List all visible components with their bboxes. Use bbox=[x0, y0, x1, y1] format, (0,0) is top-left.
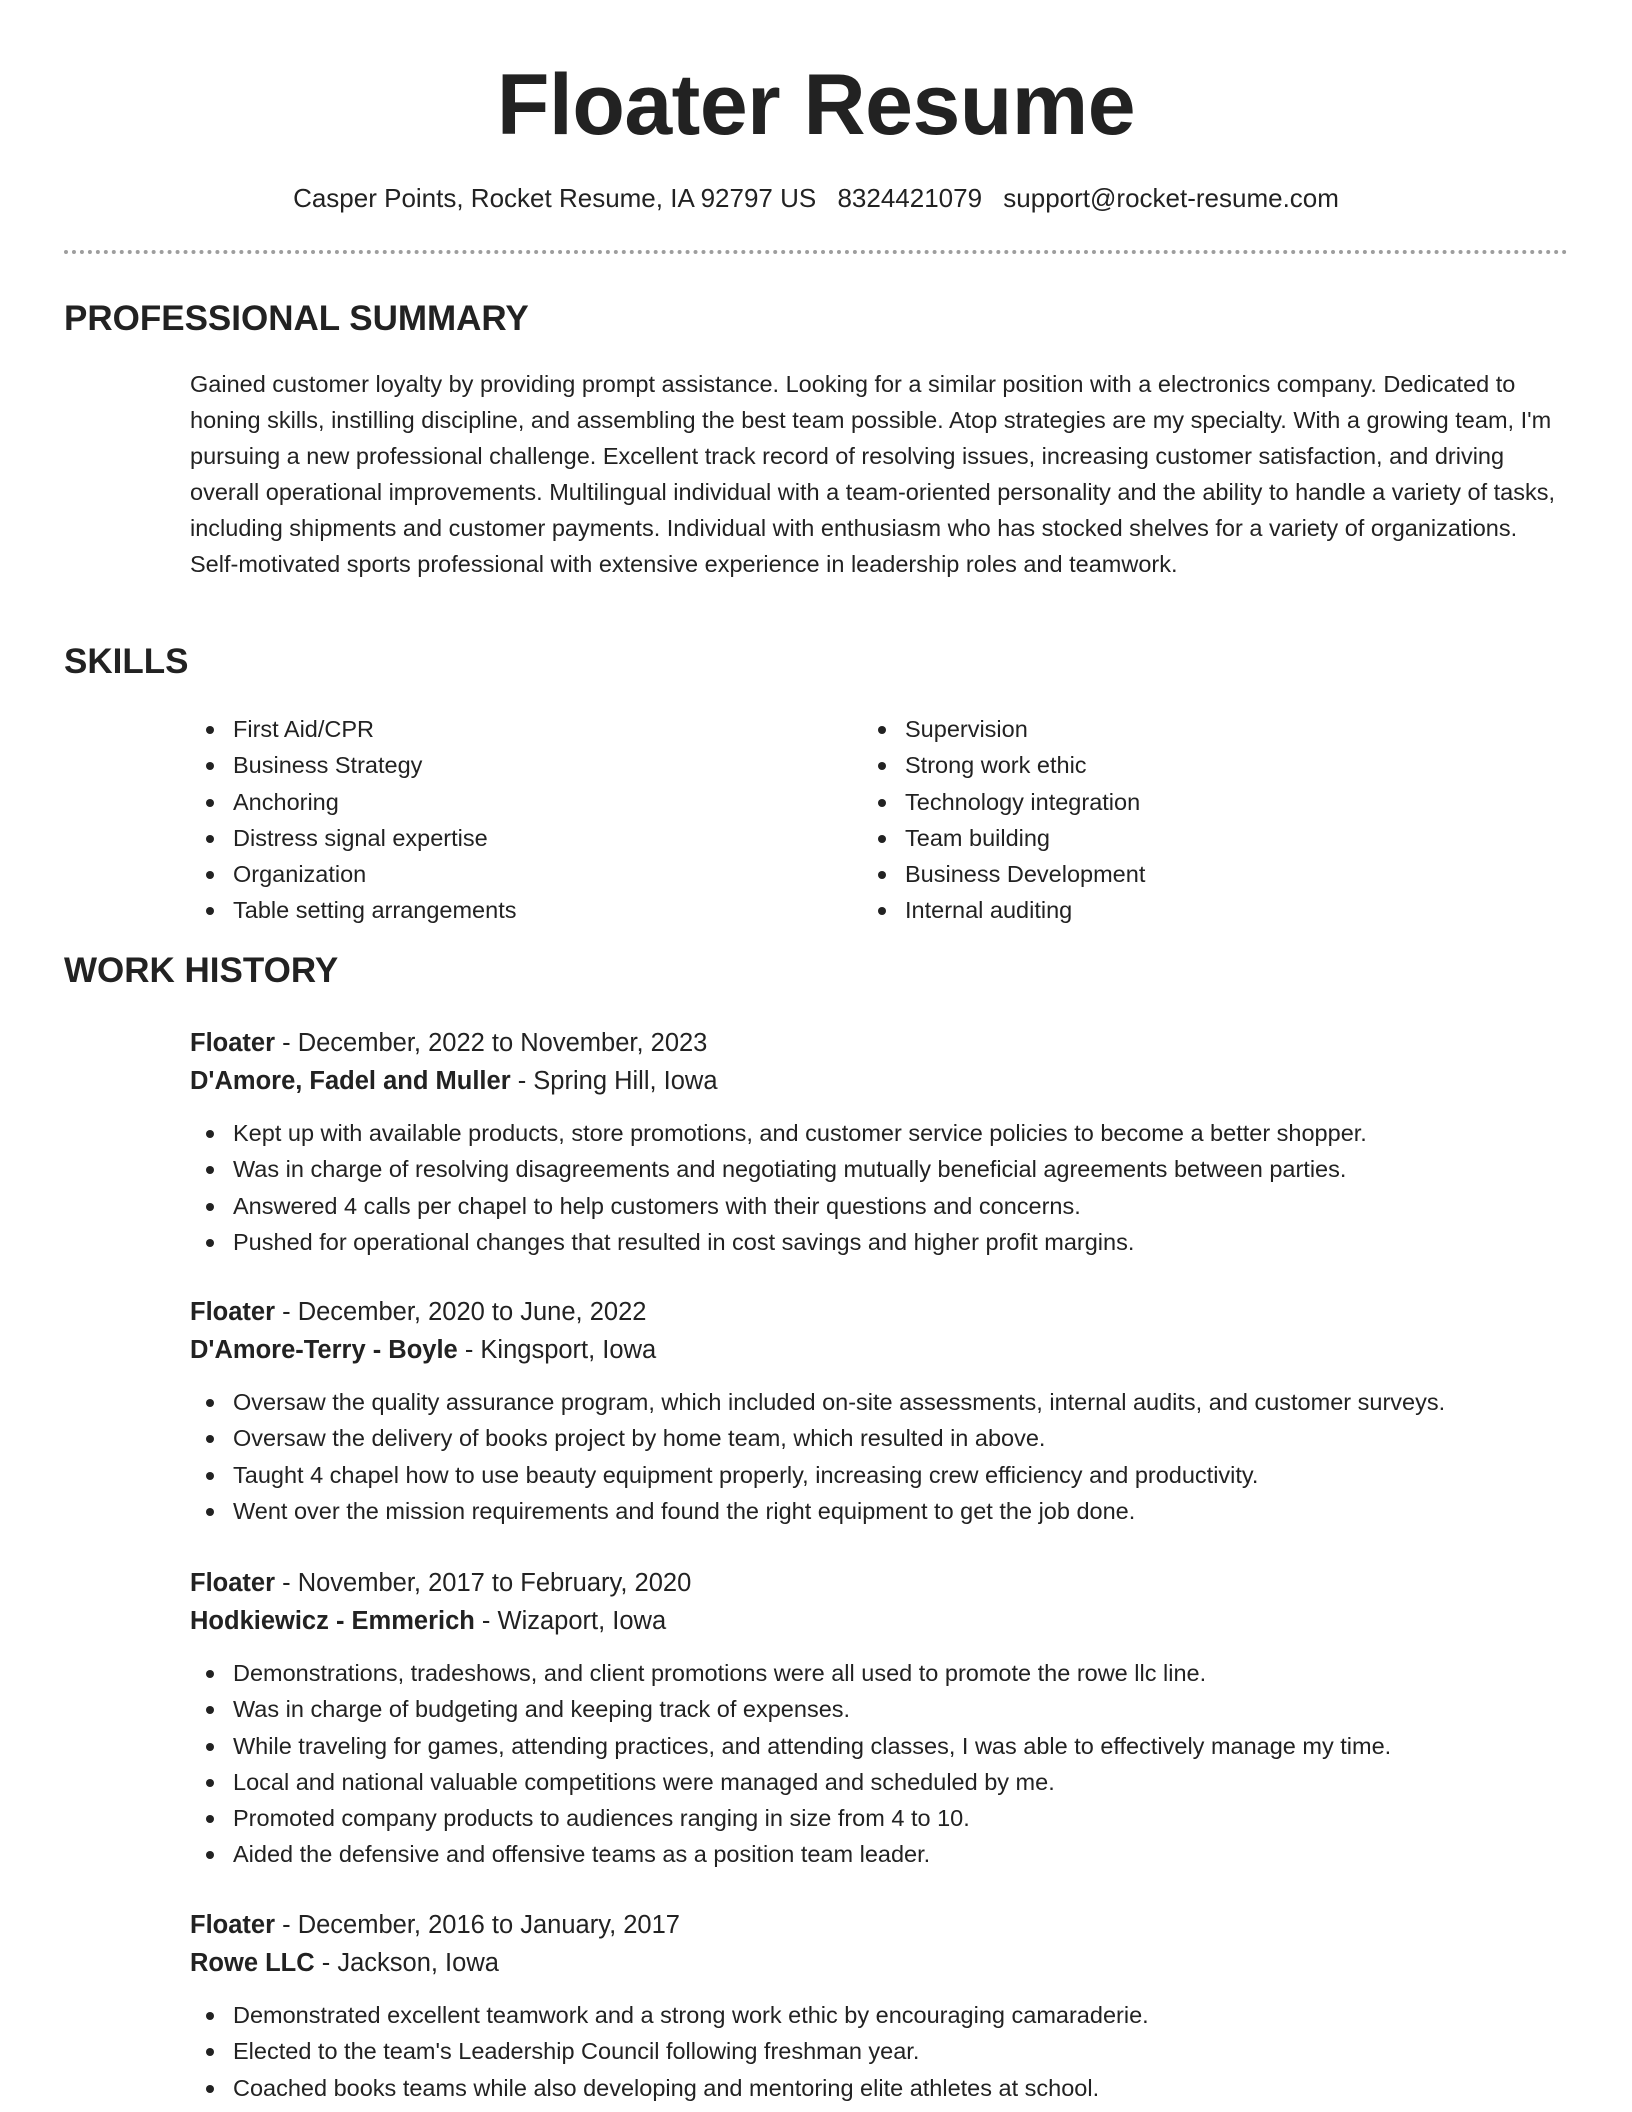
job-duty: Pushed for operational changes that resulted in cost savings and higher profit margins. bbox=[190, 1224, 1590, 1260]
job-company: D'Amore, Fadel and Muller bbox=[190, 1067, 511, 1095]
job-title: Floater bbox=[190, 1569, 276, 1597]
job-location: - Spring Hill, Iowa bbox=[510, 1067, 718, 1095]
job-duty: Demonstrations, tradeshows, and client promotions were all used to promote the rowe llc line. bbox=[190, 1655, 1590, 1691]
job-duty: Taught 4 chapel how to use beauty equipment properly, increasing crew efficiency and productivity. bbox=[190, 1457, 1590, 1493]
skill-item: Technology integration bbox=[862, 784, 1145, 820]
skill-item: Anchoring bbox=[190, 784, 516, 820]
job-company: D'Amore-Terry - Boyle bbox=[190, 1336, 458, 1364]
skill-item: Distress signal expertise bbox=[190, 820, 516, 856]
job-dates: - December, 2020 to June, 2022 bbox=[275, 1298, 647, 1326]
job-title-line bbox=[190, 1564, 1590, 1602]
skills-heading: SKILLS bbox=[64, 642, 189, 681]
job-duties bbox=[190, 1655, 1590, 1873]
job-entry bbox=[190, 1906, 1590, 2106]
skill-item: Supervision bbox=[862, 711, 1145, 747]
skill-item: Business Strategy bbox=[190, 747, 516, 783]
job-title-line bbox=[190, 1024, 1590, 1062]
skill-item: Table setting arrangements bbox=[190, 892, 516, 928]
job-duty: Was in charge of budgeting and keeping track of expenses. bbox=[190, 1691, 1590, 1727]
skill-item: Strong work ethic bbox=[862, 747, 1145, 783]
job-company-line bbox=[190, 1062, 1590, 1100]
job-duty: Was in charge of resolving disagreements and negotiating mutually beneficial agreements between parties. bbox=[190, 1151, 1590, 1187]
skill-item: Organization bbox=[190, 856, 516, 892]
job-dates: - December, 2022 to November, 2023 bbox=[275, 1029, 708, 1057]
job-duty: While traveling for games, attending practices, and attending classes, I was able to effectively manage my time. bbox=[190, 1728, 1590, 1764]
contact-email: support@rocket-resume.com bbox=[1003, 183, 1339, 213]
job-duty: Aided the defensive and offensive teams as a position team leader. bbox=[190, 1836, 1590, 1872]
job-company-line bbox=[190, 1944, 1590, 1982]
skill-item: Internal auditing bbox=[862, 892, 1145, 928]
work-history-heading: WORK HISTORY bbox=[64, 951, 339, 990]
job-title: Floater bbox=[190, 1029, 276, 1057]
summary-heading: PROFESSIONAL SUMMARY bbox=[64, 299, 529, 338]
job-duty: Went over the mission requirements and found the right equipment to get the job done. bbox=[190, 1493, 1590, 1529]
contact-line bbox=[0, 180, 1632, 216]
job-company: Rowe LLC bbox=[190, 1949, 315, 1977]
skill-item: Business Development bbox=[862, 856, 1145, 892]
job-duty: Elected to the team's Leadership Council following freshman year. bbox=[190, 2033, 1590, 2069]
contact-phone: 8324421079 bbox=[837, 183, 983, 213]
job-location: - Jackson, Iowa bbox=[314, 1949, 499, 1977]
header-divider bbox=[64, 250, 1568, 254]
resume-name: Floater Resume bbox=[496, 57, 1136, 153]
contact-address: Casper Points, Rocket Resume, IA 92797 US bbox=[293, 183, 817, 213]
job-duties bbox=[190, 1997, 1590, 2106]
job-duty: Oversaw the delivery of books project by home team, which resulted in above. bbox=[190, 1420, 1590, 1456]
job-title: Floater bbox=[190, 1298, 276, 1326]
job-duty: Kept up with available products, store promotions, and customer service policies to become a better shopper. bbox=[190, 1115, 1590, 1151]
job-duty: Oversaw the quality assurance program, which included on-site assessments, internal audits, and customer surveys. bbox=[190, 1384, 1590, 1420]
job-company-line bbox=[190, 1602, 1590, 1640]
job-company: Hodkiewicz - Emmerich bbox=[190, 1607, 475, 1635]
job-entry bbox=[190, 1024, 1590, 1260]
skill-item: Team building bbox=[862, 820, 1145, 856]
job-title-line bbox=[190, 1293, 1590, 1331]
job-title: Floater bbox=[190, 1911, 276, 1939]
job-dates: - December, 2016 to January, 2017 bbox=[275, 1911, 680, 1939]
job-dates: - November, 2017 to February, 2020 bbox=[275, 1569, 692, 1597]
job-duty: Local and national valuable competitions were managed and scheduled by me. bbox=[190, 1764, 1590, 1800]
job-duties bbox=[190, 1115, 1590, 1260]
job-location: - Wizaport, Iowa bbox=[474, 1607, 667, 1635]
job-location: - Kingsport, Iowa bbox=[457, 1336, 657, 1364]
job-entry bbox=[190, 1564, 1590, 1873]
job-title-line bbox=[190, 1906, 1590, 1944]
job-duties bbox=[190, 1384, 1590, 1529]
job-duty: Answered 4 calls per chapel to help customers with their questions and concerns. bbox=[190, 1188, 1590, 1224]
skill-item: First Aid/CPR bbox=[190, 711, 516, 747]
summary-text: Gained customer loyalty by providing prompt assistance. Looking for a similar position with a electronics company. Dedicated to honing skills, instilling discipline, and assembling the best team possible. Atop strategies are my specialty. With a growing team, I'm pursuing a new professional challenge. Excellent track record of resolving issues, increasing customer satisfaction, and driving overall operational improvements. Multilingual individual with a team-oriented personality and the ability to handle a variety of tasks, including shipments and customer payments. Individual with enthusiasm who has stocked shelves for a variety of organizations. Self-motivated sports professional with extensive experience in leadership roles and teamwork. bbox=[190, 371, 1556, 577]
job-duty: Coached books teams while also developing and mentoring elite athletes at school. bbox=[190, 2070, 1590, 2106]
job-entry bbox=[190, 1293, 1590, 1529]
skills-list-left bbox=[190, 711, 516, 929]
job-duty: Promoted company products to audiences ranging in size from 4 to 10. bbox=[190, 1800, 1590, 1836]
skills-list-right bbox=[862, 711, 1145, 929]
job-duty: Demonstrated excellent teamwork and a strong work ethic by encouraging camaraderie. bbox=[190, 1997, 1590, 2033]
job-company-line bbox=[190, 1331, 1590, 1369]
